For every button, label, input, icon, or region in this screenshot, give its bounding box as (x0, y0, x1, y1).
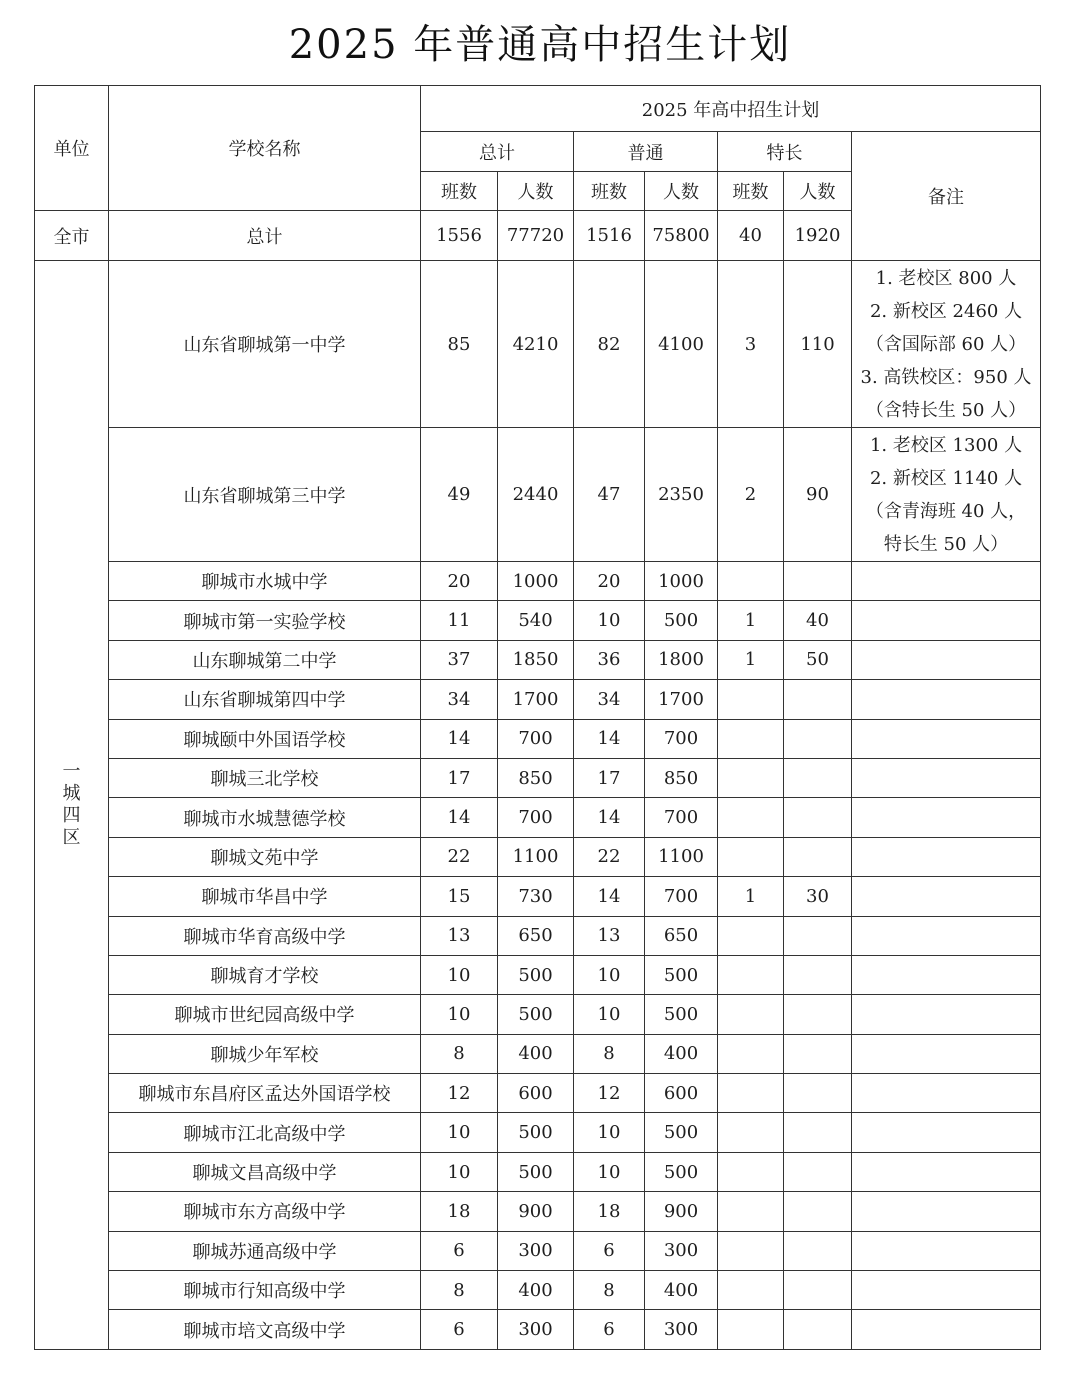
total-students: 500 (498, 955, 574, 994)
regular-classes: 8 (574, 1034, 645, 1073)
school-name: 聊城市第一实验学校 (109, 601, 421, 640)
notes-cell (852, 798, 1041, 837)
district-cell (35, 261, 109, 1350)
total-classes: 17 (421, 758, 498, 797)
school-row (35, 261, 1041, 428)
total-students: 900 (498, 1192, 574, 1231)
regular-classes: 14 (574, 798, 645, 837)
total-classes: 22 (421, 837, 498, 876)
regular-students: 400 (645, 1034, 718, 1073)
notes-cell (852, 1271, 1041, 1310)
school-name: 山东省聊城第一中学 (109, 261, 421, 428)
notes-cell (852, 1310, 1041, 1349)
school-row (35, 562, 1041, 601)
special-students: 90 (784, 428, 852, 562)
special-students: 30 (784, 877, 852, 916)
school-row (35, 1271, 1041, 1310)
regular-classes-header: 班数 (574, 172, 645, 211)
total-students: 850 (498, 758, 574, 797)
regular-classes: 6 (574, 1310, 645, 1349)
special-students (784, 995, 852, 1034)
notes-cell (852, 562, 1041, 601)
notes-cell (852, 680, 1041, 719)
school-row (35, 995, 1041, 1034)
special-classes: 2 (718, 428, 784, 562)
total-classes: 11 (421, 601, 498, 640)
notes-cell (852, 877, 1041, 916)
total-classes: 14 (421, 798, 498, 837)
plan-group-header: 2025 年高中招生计划 (421, 86, 1041, 132)
school-name: 聊城文昌高级中学 (109, 1152, 421, 1191)
total-students: 650 (498, 916, 574, 955)
school-row (35, 640, 1041, 679)
note-line: 1. 老校区 800 人 (875, 267, 1017, 289)
notes-cell (852, 1113, 1041, 1152)
district-char: 一 (62, 760, 81, 782)
school-name: 聊城市东昌府区孟达外国语学校 (109, 1074, 421, 1113)
notes-cell (852, 1192, 1041, 1231)
special-students (784, 916, 852, 955)
total-students: 2440 (498, 428, 574, 562)
notes-cell (852, 640, 1041, 679)
special-classes (718, 1074, 784, 1113)
regular-students: 700 (645, 877, 718, 916)
special-classes (718, 680, 784, 719)
notes-header: 备注 (852, 132, 1041, 261)
special-students (784, 1074, 852, 1113)
special-classes (718, 719, 784, 758)
total-classes: 34 (421, 680, 498, 719)
school-name: 聊城颐中外国语学校 (109, 719, 421, 758)
notes-cell (852, 428, 1041, 562)
total-classes: 85 (421, 261, 498, 428)
special-classes (718, 1192, 784, 1231)
notes-cell (852, 955, 1041, 994)
total-classes: 18 (421, 1192, 498, 1231)
special-classes (718, 798, 784, 837)
total-students: 700 (498, 798, 574, 837)
city-total-classes: 1556 (421, 211, 498, 261)
school-name: 聊城市培文高级中学 (109, 1310, 421, 1349)
special-classes (718, 1271, 784, 1310)
school-name: 聊城市世纪园高级中学 (109, 995, 421, 1034)
special-classes (718, 837, 784, 876)
regular-students: 400 (645, 1271, 718, 1310)
school-name: 山东省聊城第三中学 (109, 428, 421, 562)
special-classes (718, 955, 784, 994)
school-name: 聊城市水城慧德学校 (109, 798, 421, 837)
regular-students: 1700 (645, 680, 718, 719)
note-line: （含青海班 40 人， (865, 500, 1027, 522)
regular-classes: 10 (574, 955, 645, 994)
total-classes: 15 (421, 877, 498, 916)
special-students-header: 人数 (784, 172, 852, 211)
note-line: 特长生 50 人） (883, 533, 1009, 555)
total-classes: 37 (421, 640, 498, 679)
city-regular-classes: 1516 (574, 211, 645, 261)
total-students: 500 (498, 995, 574, 1034)
school-row (35, 1231, 1041, 1270)
regular-classes: 82 (574, 261, 645, 428)
total-classes: 10 (421, 995, 498, 1034)
special-header: 特长 (718, 132, 852, 172)
special-students (784, 1192, 852, 1231)
total-students: 500 (498, 1152, 574, 1191)
regular-students: 500 (645, 1113, 718, 1152)
special-students: 110 (784, 261, 852, 428)
regular-students: 2350 (645, 428, 718, 562)
school-row (35, 758, 1041, 797)
total-classes: 10 (421, 1152, 498, 1191)
school-name: 山东聊城第二中学 (109, 640, 421, 679)
total-students: 1850 (498, 640, 574, 679)
regular-students-header: 人数 (645, 172, 718, 211)
note-line: 2. 新校区 2460 人 (869, 300, 1023, 322)
total-students: 300 (498, 1310, 574, 1349)
regular-students: 700 (645, 719, 718, 758)
regular-classes: 10 (574, 1152, 645, 1191)
school-row (35, 916, 1041, 955)
total-classes: 10 (421, 955, 498, 994)
city-total-students: 77720 (498, 211, 574, 261)
special-classes (718, 1034, 784, 1073)
school-name: 聊城市东方高级中学 (109, 1192, 421, 1231)
total-students: 1000 (498, 562, 574, 601)
total-classes: 20 (421, 562, 498, 601)
school-name: 聊城少年军校 (109, 1034, 421, 1073)
special-students (784, 1271, 852, 1310)
school-name: 山东省聊城第四中学 (109, 680, 421, 719)
notes-cell (852, 719, 1041, 758)
school-row (35, 1152, 1041, 1191)
special-students (784, 1152, 852, 1191)
total-students: 1100 (498, 837, 574, 876)
notes-cell (852, 995, 1041, 1034)
regular-classes: 18 (574, 1192, 645, 1231)
total-students: 400 (498, 1034, 574, 1073)
special-students (784, 1034, 852, 1073)
school-row (35, 428, 1041, 562)
special-classes: 1 (718, 877, 784, 916)
regular-classes: 17 (574, 758, 645, 797)
regular-students: 650 (645, 916, 718, 955)
total-classes: 12 (421, 1074, 498, 1113)
special-students (784, 837, 852, 876)
header-row-1 (35, 86, 1041, 132)
page-title: 2025 年普通高中招生计划 (288, 22, 792, 68)
total-students-header: 人数 (498, 172, 574, 211)
regular-classes: 47 (574, 428, 645, 562)
special-classes: 1 (718, 640, 784, 679)
special-students (784, 562, 852, 601)
school-row (35, 1310, 1041, 1349)
regular-students: 1800 (645, 640, 718, 679)
school-row (35, 1034, 1041, 1073)
district-char: 区 (62, 826, 81, 848)
total-students: 700 (498, 719, 574, 758)
special-students: 40 (784, 601, 852, 640)
regular-classes: 22 (574, 837, 645, 876)
special-classes (718, 758, 784, 797)
total-header: 总计 (421, 132, 574, 172)
enrollment-plan-table (34, 85, 1041, 1350)
school-row (35, 877, 1041, 916)
special-classes (718, 1113, 784, 1152)
total-students: 500 (498, 1113, 574, 1152)
regular-students: 300 (645, 1231, 718, 1270)
school-row (35, 601, 1041, 640)
district-char: 城 (62, 782, 81, 804)
note-line: 1. 老校区 1300 人 (869, 434, 1023, 456)
regular-classes: 36 (574, 640, 645, 679)
special-classes (718, 1152, 784, 1191)
special-students (784, 758, 852, 797)
total-students: 540 (498, 601, 574, 640)
notes-cell (852, 1231, 1041, 1270)
notes-cell (852, 758, 1041, 797)
special-students (784, 955, 852, 994)
school-name-header: 学校名称 (109, 86, 421, 211)
total-students: 300 (498, 1231, 574, 1270)
city-special-classes: 40 (718, 211, 784, 261)
regular-students: 900 (645, 1192, 718, 1231)
city-total-label: 总计 (109, 211, 421, 261)
school-name: 聊城育才学校 (109, 955, 421, 994)
school-row (35, 1074, 1041, 1113)
notes-cell (852, 1152, 1041, 1191)
regular-students: 300 (645, 1310, 718, 1349)
special-students: 50 (784, 640, 852, 679)
special-classes (718, 1310, 784, 1349)
total-classes: 6 (421, 1231, 498, 1270)
regular-students: 600 (645, 1074, 718, 1113)
school-name: 聊城市江北高级中学 (109, 1113, 421, 1152)
city-unit-cell: 全市 (35, 211, 109, 261)
total-students: 400 (498, 1271, 574, 1310)
regular-students: 1100 (645, 837, 718, 876)
regular-students: 500 (645, 955, 718, 994)
total-classes-header: 班数 (421, 172, 498, 211)
total-classes: 10 (421, 1113, 498, 1152)
notes-cell (852, 1074, 1041, 1113)
regular-students: 1000 (645, 562, 718, 601)
total-students: 4210 (498, 261, 574, 428)
total-classes: 13 (421, 916, 498, 955)
total-students: 600 (498, 1074, 574, 1113)
city-special-students: 1920 (784, 211, 852, 261)
special-students (784, 680, 852, 719)
city-regular-students: 75800 (645, 211, 718, 261)
regular-classes: 8 (574, 1271, 645, 1310)
special-classes: 3 (718, 261, 784, 428)
notes-cell (852, 837, 1041, 876)
school-row (35, 1192, 1041, 1231)
school-name: 聊城市行知高级中学 (109, 1271, 421, 1310)
note-line: 2. 新校区 1140 人 (869, 467, 1023, 489)
school-name: 聊城三北学校 (109, 758, 421, 797)
total-classes: 14 (421, 719, 498, 758)
school-name: 聊城市华昌中学 (109, 877, 421, 916)
special-classes (718, 995, 784, 1034)
regular-classes: 20 (574, 562, 645, 601)
regular-classes: 14 (574, 719, 645, 758)
district-char: 四 (62, 804, 81, 826)
regular-students: 500 (645, 601, 718, 640)
regular-classes: 12 (574, 1074, 645, 1113)
school-name: 聊城苏通高级中学 (109, 1231, 421, 1270)
regular-students: 500 (645, 995, 718, 1034)
regular-students: 850 (645, 758, 718, 797)
special-students (784, 1113, 852, 1152)
regular-classes: 10 (574, 601, 645, 640)
school-row (35, 1113, 1041, 1152)
school-name: 聊城市水城中学 (109, 562, 421, 601)
total-classes: 8 (421, 1034, 498, 1073)
special-classes (718, 1231, 784, 1270)
total-students: 1700 (498, 680, 574, 719)
unit-header: 单位 (35, 86, 109, 211)
regular-classes: 13 (574, 916, 645, 955)
special-students (784, 1231, 852, 1270)
special-students (784, 719, 852, 758)
regular-classes: 10 (574, 1113, 645, 1152)
special-classes (718, 916, 784, 955)
school-row (35, 719, 1041, 758)
regular-students: 500 (645, 1152, 718, 1191)
note-line: （含国际部 60 人） (865, 333, 1027, 355)
regular-header: 普通 (574, 132, 718, 172)
total-classes: 8 (421, 1271, 498, 1310)
total-classes: 6 (421, 1310, 498, 1349)
school-name: 聊城市华育高级中学 (109, 916, 421, 955)
special-students (784, 1310, 852, 1349)
regular-students: 4100 (645, 261, 718, 428)
special-students (784, 798, 852, 837)
notes-cell (852, 1034, 1041, 1073)
regular-classes: 34 (574, 680, 645, 719)
special-classes: 1 (718, 601, 784, 640)
regular-classes: 14 (574, 877, 645, 916)
school-name: 聊城文苑中学 (109, 837, 421, 876)
school-row (35, 798, 1041, 837)
notes-cell (852, 261, 1041, 428)
school-row (35, 955, 1041, 994)
note-line: 3. 高铁校区：950 人 (860, 366, 1032, 388)
regular-classes: 10 (574, 995, 645, 1034)
notes-cell (852, 916, 1041, 955)
regular-classes: 6 (574, 1231, 645, 1270)
total-students: 730 (498, 877, 574, 916)
total-classes: 49 (421, 428, 498, 562)
regular-students: 700 (645, 798, 718, 837)
special-classes-header: 班数 (718, 172, 784, 211)
school-row (35, 837, 1041, 876)
special-classes (718, 562, 784, 601)
note-line: （含特长生 50 人） (865, 399, 1027, 421)
school-row (35, 680, 1041, 719)
notes-cell (852, 601, 1041, 640)
